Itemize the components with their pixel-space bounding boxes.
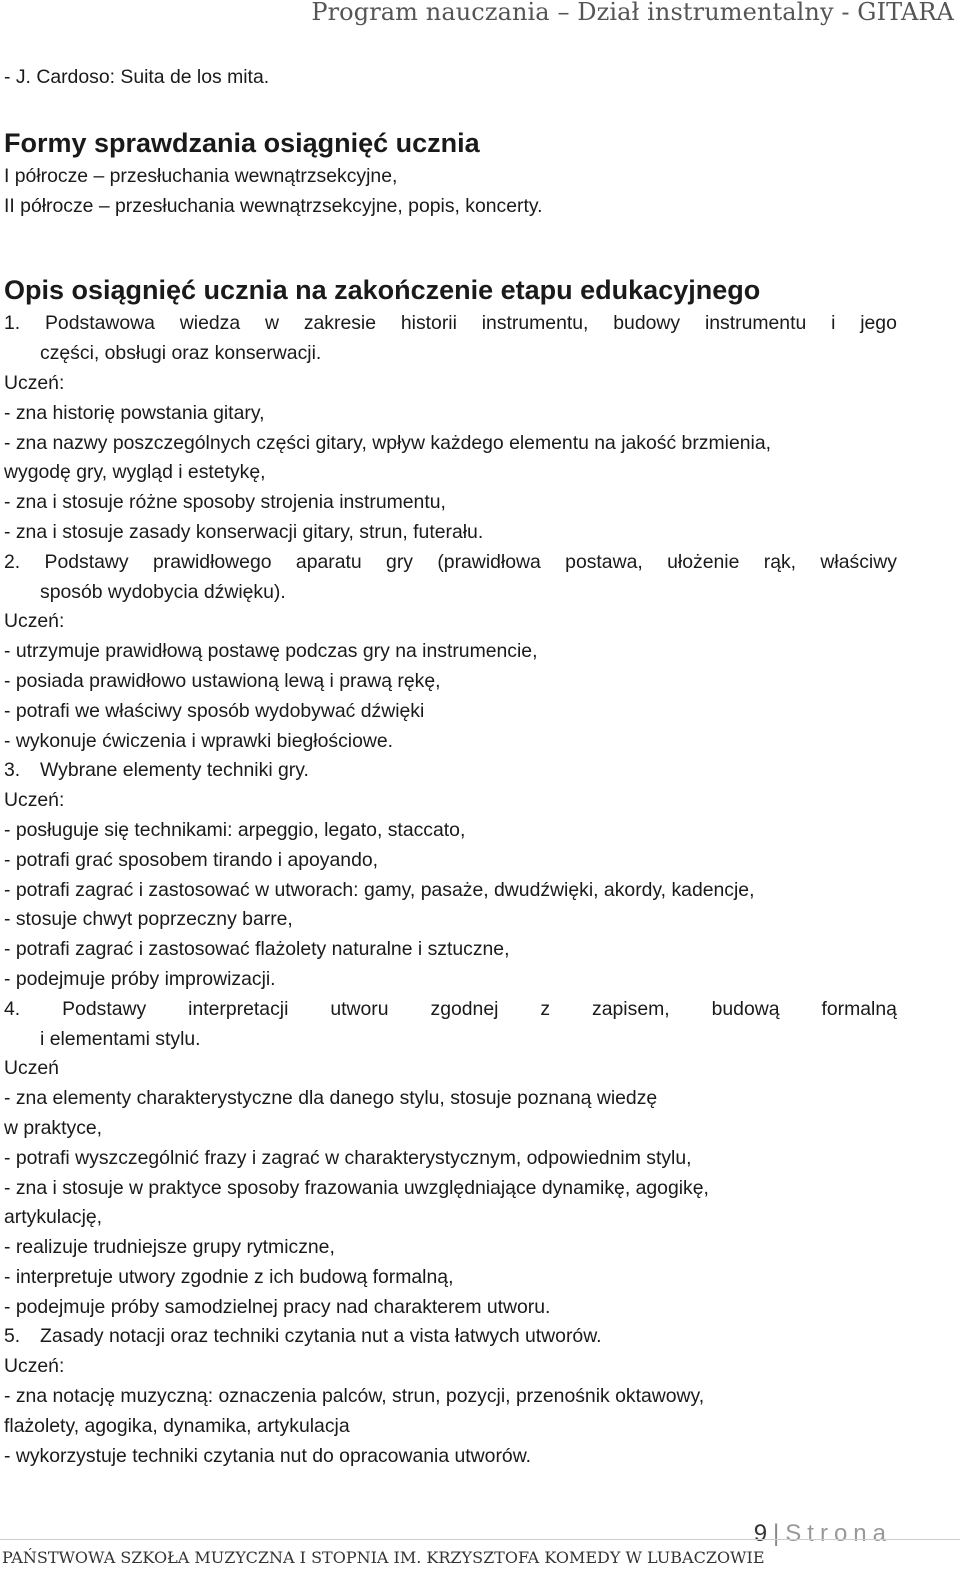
list-item: - wykonuje ćwiczenia i wprawki biegłościowe.	[4, 729, 394, 752]
list-item: - realizuje trudniejsze grupy rytmiczne,	[4, 1236, 335, 1259]
footer-divider	[0, 1539, 960, 1540]
section-2-title: 2. Podstawy prawidłowego aparatu gry (prawidłowa postawa, ułożenie rąk, właściwy	[4, 550, 897, 573]
page-number-value: 9	[753, 1520, 768, 1547]
section-5-label: Uczeń:	[4, 1355, 65, 1378]
list-item: - potrafi wyszczególnić frazy i zagrać w charakterystycznym, odpowiednim stylu,	[4, 1146, 692, 1169]
section-4-label: Uczeń	[4, 1057, 59, 1080]
list-item: - zna i stosuje różne sposoby strojenia instrumentu,	[4, 491, 446, 514]
list-item: - interpretuje utwory zgodnie z ich budową formalną,	[4, 1265, 454, 1288]
list-item: - potrafi grać sposobem tirando i apoyando,	[4, 848, 379, 871]
list-item: - zna notację muzyczną: oznaczenia palców, strun, pozycji, przenośnik oktawowy,	[4, 1385, 705, 1408]
list-item: w praktyce,	[4, 1116, 103, 1139]
list-item: - zna i stosuje w praktyce sposoby frazowania uwzględniające dynamikę, agogikę,	[4, 1176, 709, 1199]
list-item: - utrzymuje prawidłową postawę podczas gry na instrumencie,	[4, 640, 538, 663]
intro-line: - J. Cardoso: Suita de los mita.	[4, 66, 270, 88]
page-word: Strona	[785, 1520, 892, 1547]
list-item: - posiada prawidłowo ustawioną lewą i prawą rękę,	[4, 669, 441, 692]
list-item: - potrafi zagrać i zastosować w utworach: gamy, pasaże, dwudźwięki, akordy, kadencje,	[4, 878, 755, 901]
list-item: - zna i stosuje zasady konserwacji gitary, strun, futerału.	[4, 520, 484, 543]
section-1-title: 1. Podstawowa wiedza w zakresie historii instrumentu, budowy instrumentu i jego	[4, 312, 897, 335]
list-item: - stosuje chwyt poprzeczny barre,	[4, 908, 293, 931]
list-item: - wykorzystuje techniki czytania nut do opracowania utworów.	[4, 1444, 532, 1467]
list-item: flażolety, agogika, dynamika, artykulacja	[4, 1414, 350, 1437]
list-item: artykulację,	[4, 1206, 103, 1229]
document-body	[4, 63, 897, 1471]
document-header-title: Program nauczania – Dział instrumentalny - GITARA	[311, 0, 954, 26]
list-item: - zna elementy charakterystyczne dla danego stylu, stosuje poznaną wiedzę	[4, 1087, 658, 1110]
forms-line-2: II półrocze – przesłuchania wewnątrzsekcyjne, popis, koncerty.	[4, 194, 543, 217]
list-item: - podejmuje próby improwizacji.	[4, 967, 276, 990]
section-1-title-cont: części, obsługi oraz konserwacji.	[40, 342, 322, 365]
list-item: - podejmuje próby samodzielnej pracy nad charakterem utworu.	[4, 1295, 551, 1318]
section-2-title-cont: sposób wydobycia dźwięku).	[40, 580, 286, 603]
page-number-separator: |	[773, 1520, 780, 1547]
section-3-title: 3. Wybrane elementy techniki gry.	[4, 759, 309, 782]
list-item: - potrafi zagrać i zastosować flażolety naturalne i sztuczne,	[4, 938, 510, 961]
section-2-label: Uczeń:	[4, 610, 65, 633]
forms-line-1: I półrocze – przesłuchania wewnątrzsekcyjne,	[4, 164, 398, 187]
section-5-title: 5. Zasady notacji oraz techniki czytania nut a vista łatwych utworów.	[4, 1325, 602, 1348]
list-item: wygodę gry, wygląd i estetykę,	[4, 461, 266, 484]
forms-heading: Formy sprawdzania osiągnięć ucznia	[4, 127, 480, 158]
list-item: - zna nazwy poszczególnych części gitary, wpływ każdego elementu na jakość brzmienia,	[4, 431, 771, 454]
section-4-title-cont: i elementami stylu.	[40, 1027, 201, 1050]
list-item: - potrafi we właściwy sposób wydobywać dźwięki	[4, 699, 425, 722]
achievements-heading: Opis osiągnięć ucznia na zakończenie etapu edukacyjnego	[4, 275, 761, 306]
section-4-title: 4. Podstawy interpretacji utworu zgodnej z zapisem, budową formalną	[4, 997, 897, 1020]
section-1-label: Uczeń:	[4, 371, 65, 394]
list-item: - zna historię powstania gitary,	[4, 401, 265, 424]
footer-school-name: PAŃSTWOWA SZKOŁA MUZYCZNA I STOPNIA IM. KRZYSZTOFA KOMEDY W LUBACZOWIE	[2, 1548, 765, 1567]
list-item: - posługuje się technikami: arpeggio, legato, staccato,	[4, 818, 466, 841]
section-3-label: Uczeń:	[4, 789, 65, 812]
page-number	[754, 1520, 892, 1548]
